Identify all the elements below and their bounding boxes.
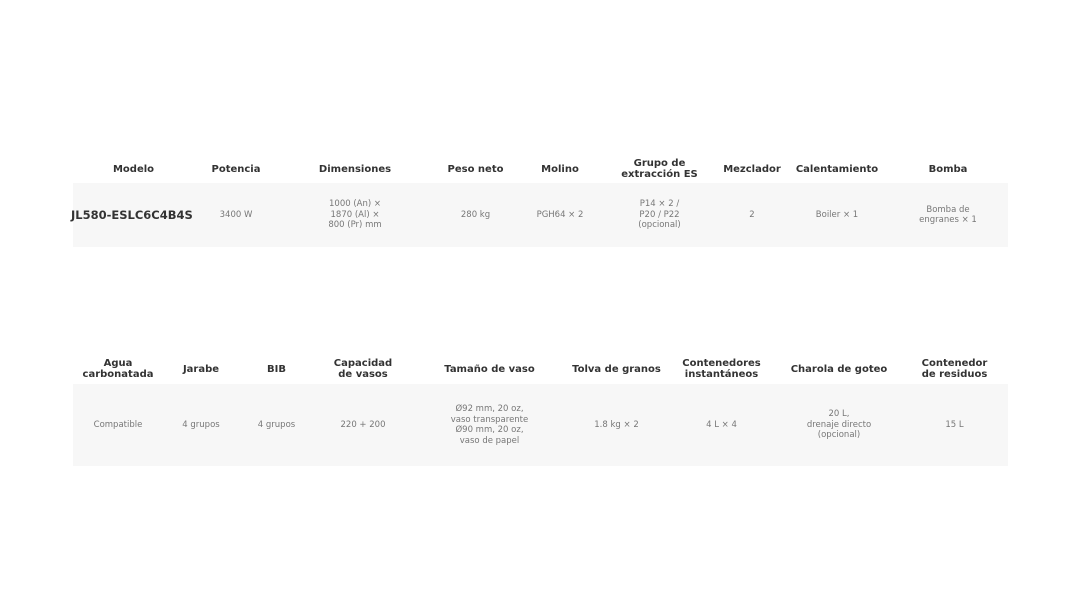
- header-bib: BIB: [267, 363, 286, 375]
- table-header-row: [73, 155, 1008, 183]
- table-row: [73, 384, 1008, 466]
- header-jarabe: Jarabe: [182, 363, 220, 375]
- cell-grupo-extraccion: P14 × 2 / P20 / P22 (opcional): [601, 183, 718, 247]
- header-grupo-extraccion: Grupo de extracción ES: [621, 158, 698, 180]
- spec-table-1: [73, 155, 1008, 247]
- cell-potencia: 3400 W: [194, 183, 278, 247]
- cell-tolva-granos: 1.8 kg × 2: [567, 384, 666, 466]
- cell-contenedores-instantaneos: 4 L × 4: [666, 384, 777, 466]
- cell-bomba: Bomba de engranes × 1: [888, 183, 1008, 247]
- header-potencia: Potencia: [211, 163, 261, 175]
- cell-charola-goteo: 20 L, drenaje directo (opcional): [777, 384, 901, 466]
- cell-jarabe: 4 grupos: [163, 384, 239, 466]
- header-tolva-granos: Tolva de granos: [572, 363, 661, 375]
- cell-peso-neto: 280 kg: [432, 183, 519, 247]
- header-tamano-vaso: Tamaño de vaso: [444, 363, 535, 375]
- cell-contenedor-residuos: 15 L: [901, 384, 1008, 466]
- cell-capacidad-vasos: 220 + 200: [314, 384, 412, 466]
- cell-bib: 4 grupos: [239, 384, 314, 466]
- header-calentamiento: Calentamiento: [795, 163, 879, 175]
- header-contenedor-residuos: Contenedor de residuos: [921, 358, 988, 380]
- spec-table-2: [73, 354, 1008, 466]
- cell-molino: PGH64 × 2: [519, 183, 601, 247]
- table-row: [73, 183, 1008, 247]
- header-capacidad-vasos: Capacidad de vasos: [333, 358, 393, 380]
- header-bomba: Bomba: [928, 163, 968, 175]
- header-agua-carbonatada: Agua carbonatada: [82, 358, 154, 380]
- table-header-row: [73, 354, 1008, 384]
- cell-modelo: [73, 183, 194, 247]
- cell-calentamiento: Boiler × 1: [786, 183, 888, 247]
- cell-dimensiones: 1000 (An) × 1870 (Al) × 800 (Pr) mm: [278, 183, 432, 247]
- header-molino: Molino: [541, 163, 579, 175]
- model-name: JL580-ESLC6C4B4S: [71, 207, 193, 222]
- header-contenedores-instantaneos: Contenedores instantáneos: [682, 358, 761, 380]
- cell-mezclador: 2: [718, 183, 786, 247]
- cell-tamano-vaso: Ø92 mm, 20 oz, vaso transparente Ø90 mm, 20 oz, vaso de papel: [412, 384, 567, 466]
- header-peso-neto: Peso neto: [447, 163, 504, 175]
- header-charola-goteo: Charola de goteo: [790, 363, 888, 375]
- header-mezclador: Mezclador: [723, 163, 781, 175]
- header-dimensiones: Dimensiones: [318, 163, 392, 175]
- cell-agua-carbonatada: Compatible: [73, 384, 163, 466]
- header-modelo: Modelo: [112, 163, 155, 175]
